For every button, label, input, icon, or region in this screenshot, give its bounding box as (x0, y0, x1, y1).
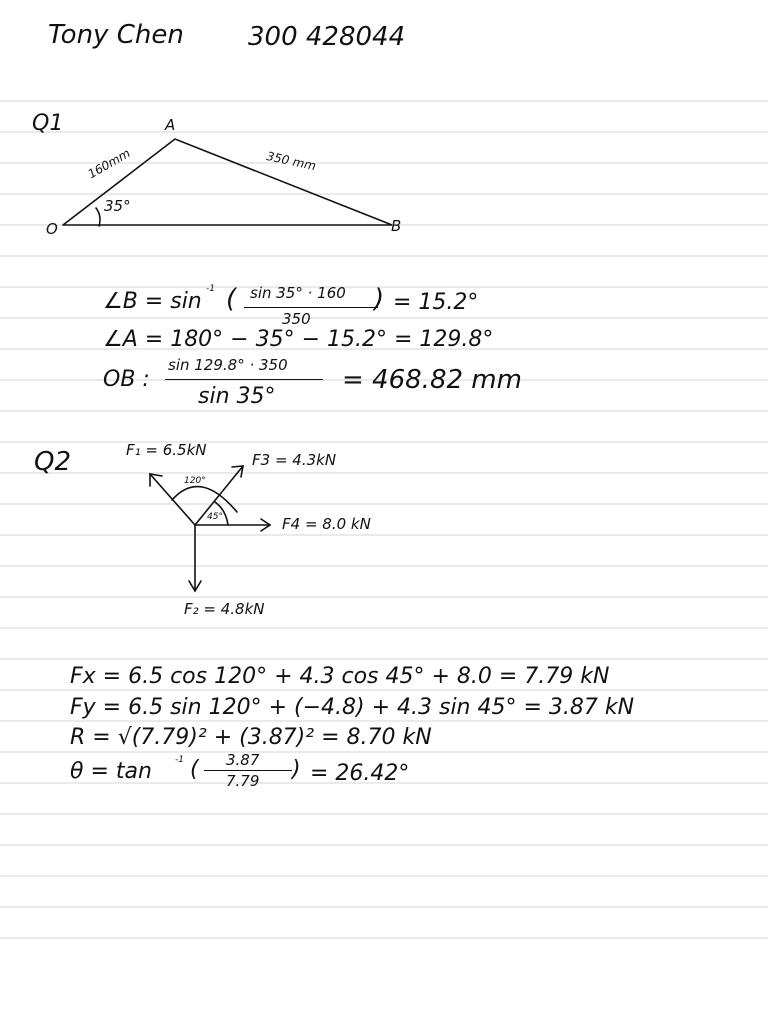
theta-rhs: = 26.42° (310, 761, 410, 786)
eq2: ∠A = 180° − 35° − 15.2° = 129.8° (103, 327, 494, 352)
theta-open-paren: ( (190, 757, 199, 782)
angle-45-label: 45° (207, 512, 223, 522)
eq1-close-paren: ) (374, 284, 385, 314)
angle-120-label: 120° (184, 476, 206, 486)
side-ab-label: 350 mm (265, 149, 318, 174)
f4-label: F4 = 8.0 kN (282, 515, 371, 533)
student-name: Tony Chen (48, 20, 184, 50)
f3-label: F3 = 4.3kN (252, 451, 337, 469)
f2-label: F₂ = 4.8kN (184, 600, 265, 618)
angle-o-label: 35° (104, 197, 131, 215)
vertex-a-label: A (165, 116, 176, 134)
eq3-lhs: OB : (103, 367, 150, 392)
vertex-o-label: O (46, 220, 58, 238)
eq1-lhs: ∠B = sin (103, 289, 202, 314)
side-oa-label: 160mm (85, 145, 133, 182)
theta-exponent: -1 (175, 755, 184, 765)
eq1-denominator: 350 (282, 310, 311, 328)
theta-numerator: 3.87 (226, 751, 260, 769)
fy-equation: Fy = 6.5 sin 120° + (−4.8) + 4.3 sin 45° = 3.87 kN (70, 695, 635, 720)
fx-equation: Fx = 6.5 cos 120° + 4.3 cos 45° + 8.0 = 7.79 kN (70, 664, 610, 689)
student-id: 300 428044 (248, 22, 406, 52)
eq1-numerator: sin 35° · 160 (250, 284, 346, 302)
eq3-rhs: = 468.82 mm (342, 365, 522, 395)
f1-label: F₁ = 6.5kN (126, 441, 207, 459)
vertex-b-label: B (391, 217, 402, 235)
eq1-rhs: = 15.2° (393, 290, 479, 315)
eq1-open-paren: ( (226, 284, 237, 314)
theta-close-paren: ) (292, 757, 301, 782)
theta-fraction-bar (204, 770, 292, 771)
theta-denominator: 7.79 (226, 772, 260, 790)
theta-lhs: θ = tan (70, 759, 152, 784)
eq1-exponent: -1 (206, 284, 215, 294)
q1-label: Q1 (32, 111, 64, 136)
q2-label: Q2 (34, 447, 72, 477)
angle-arc-120 (172, 487, 237, 512)
eq3-denominator: sin 35° (198, 384, 276, 409)
r-equation: R = √(7.79)² + (3.87)² = 8.70 kN (70, 725, 432, 750)
eq3-numerator: sin 129.8° · 350 (168, 356, 288, 374)
